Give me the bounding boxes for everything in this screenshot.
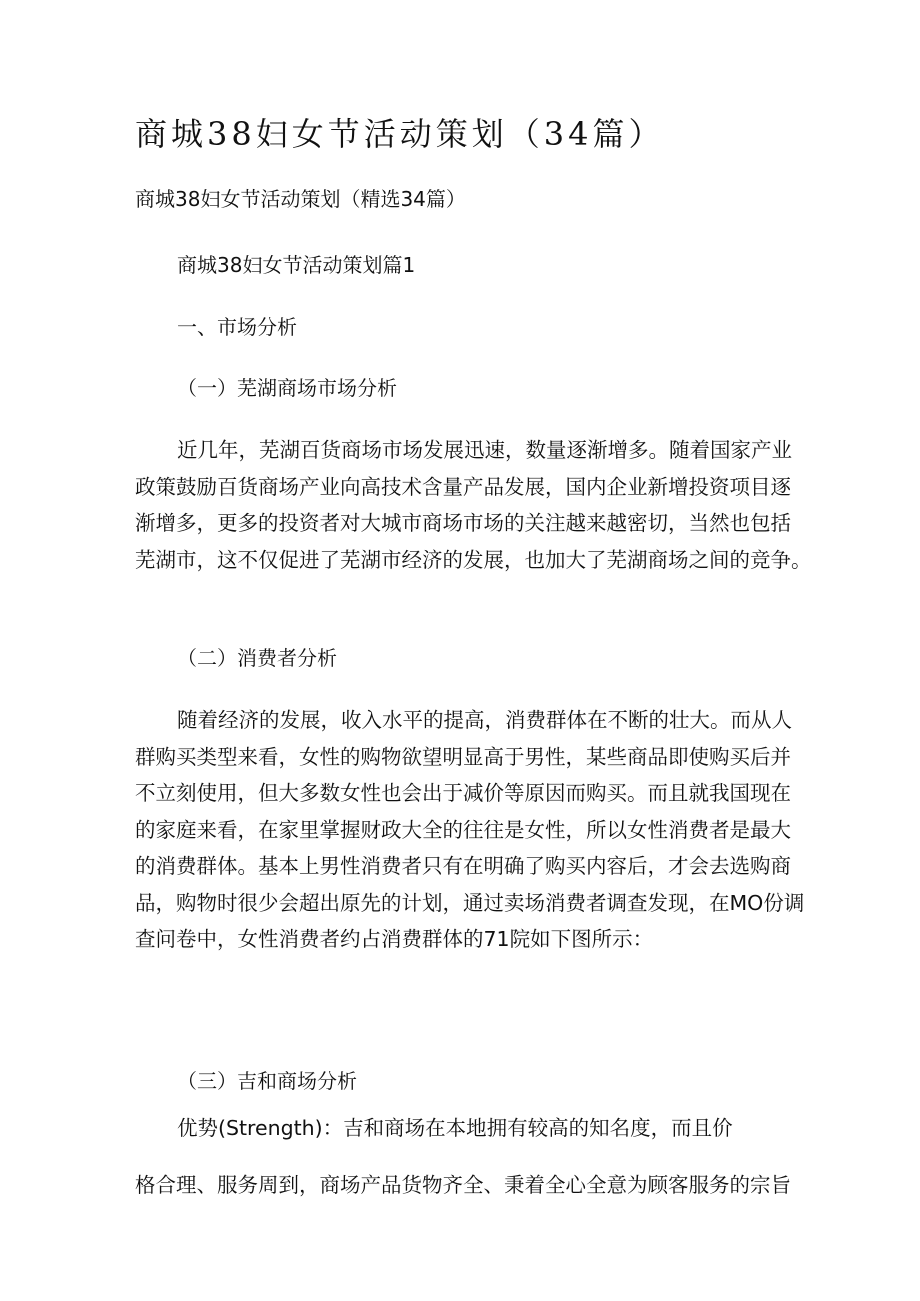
paragraph-consumer xyxy=(135,702,805,958)
document-title: 商城38妇女节活动策划（34篇） xyxy=(135,115,665,153)
paragraph-line: 的家庭来看，在家里掌握财政大全的往往是女性，所以女性消费者是最大 xyxy=(135,817,791,842)
paragraph-line: 的消费群体。基本上男性消费者只有在明确了购买内容后，才会去选购商 xyxy=(135,854,791,878)
paragraph-line: 查问卷中，女性消费者约占消费群体的71院如下图所示： xyxy=(135,927,654,951)
subsection-heading-wuhu-market: （一）芜湖商场市场分析 xyxy=(177,376,397,400)
section-heading-market-analysis: 一、市场分析 xyxy=(177,315,297,339)
paragraph-line: 近几年，芜湖百货商场市场发展迅速，数量逐渐增多。随着国家产业 xyxy=(177,438,792,462)
strength-line-1: 优势(Strength)：吉和商场在本地拥有较高的知名度，而且价 xyxy=(177,1116,733,1140)
paragraph-line: 随着经济的发展，收入水平的提高，消费群体在不断的壮大。而从人 xyxy=(177,708,792,732)
paragraph-line: 渐增多，更多的投资者对大城市商场市场的关注越来越密切，当然也包括 xyxy=(135,511,791,535)
subsection-heading-jihe-mall: （三）吉和商场分析 xyxy=(177,1069,357,1093)
paragraph-line: 政策鼓励百货商场产业向高技术含量产品发展，国内企业新增投资项目逐 xyxy=(135,474,791,499)
document-subtitle: 商城38妇女节活动策划（精选34篇） xyxy=(135,187,466,211)
strength-line-2: 格合理、服务周到，商场产品货物齐全、秉着全心全意为顾客服务的宗旨 xyxy=(135,1173,791,1197)
paragraph-line: 不立刻使用，但大多数女性也会出于减价等原因而购买。而且就我国现在 xyxy=(135,781,791,805)
paragraph-wuhu-market xyxy=(135,432,812,578)
paragraph-line: 芜湖市，这不仅促进了芜湖市经济的发展，也加大了芜湖商场之间的竞争。 xyxy=(135,547,812,572)
subsection-heading-consumer: （二）消费者分析 xyxy=(177,646,337,670)
article-heading: 商城38妇女节活动策划篇1 xyxy=(177,253,416,277)
paragraph-line: 品，购物时很少会超出原先的计划，通过卖场消费者调查发现，在MO份调 xyxy=(135,890,805,915)
paragraph-line: 群购买类型来看，女性的购物欲望明显高于男性，某些商品即使购买后并 xyxy=(135,744,791,769)
